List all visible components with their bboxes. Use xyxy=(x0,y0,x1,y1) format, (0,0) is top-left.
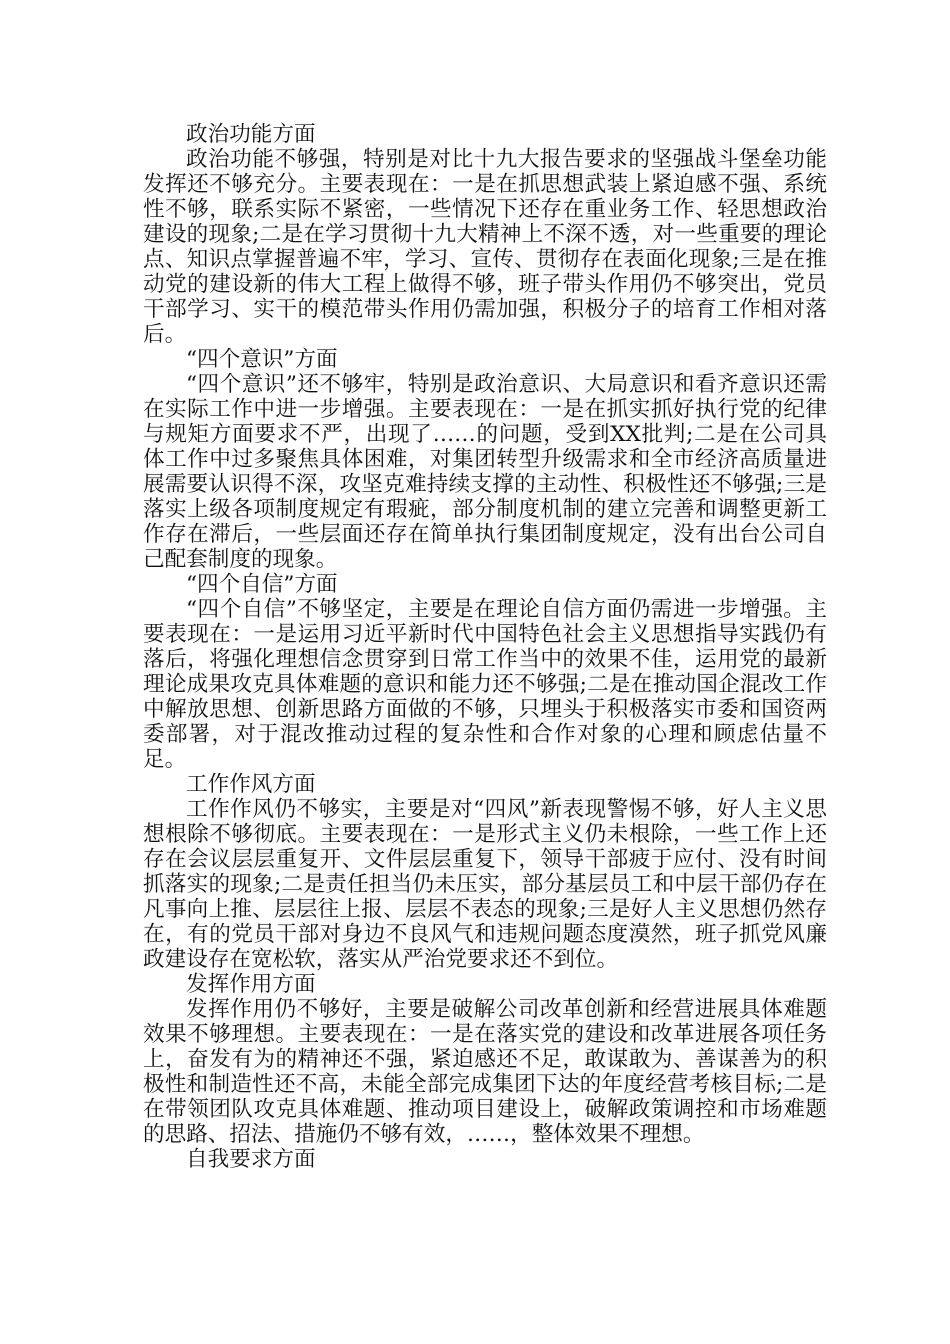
section-body-four-consciousness: “四个意识”还不够牢，特别是政治意识、大局意识和看齐意识还需在实际工作中进一步增强。主要表现在：一是在抓实抓好执行党的纪律与规矩方面要求不严，出现了……的问题，受到XX批判;二是在公司具体工作中过多聚焦具体困难，对集团转型升级需求和全市经济高质量进展需要认识得不深，攻坚克难持续支撑的主动性、积极性还不够强;三是落实上级各项制度规定有瑕疵，部分制度机制的建立完善和调整更新工作存在滞后，一些层面还存在简单执行集团制度规定，没有出台公司自己配套制度的现象。 xyxy=(143,372,827,572)
section-body-political-function: 政治功能不够强，特别是对比十九大报告要求的坚强战斗堡垒功能发挥还不够充分。主要表现在：一是在抓思想武装上紧迫感不强、系统性不够，联系实际不紧密，一些情况下还存在重业务工作、轻思想政治建设的现象;二是在学习贯彻十九大精神上不深不透，对一些重要的理论点、知识点掌握普遍不牢，学习、宣传、贯彻存在表面化现象;三是在推动党的建设新的伟大工程上做得不够，班子带头作用仍不够突出，党员干部学习、实干的模范带头作用仍需加强，积极分子的培育工作相对落后。 xyxy=(143,147,827,347)
section-heading-four-consciousness: “四个意识”方面 xyxy=(186,347,338,372)
section-heading-four-confidence: “四个自信”方面 xyxy=(186,572,338,597)
section-body-work-style: 工作作风仍不够实，主要是对“四风”新表现警惕不够，好人主义思想根除不够彻底。主要表现在：一是形式主义仍未根除，一些工作上还存在会议层层重复开、文件层层重复下，领导干部疲于应付、没有时间抓落实的现象;二是责任担当仍未压实，部分基层员工和中层干部仍存在凡事向上推、层层往上报、层层不表态的现象;三是好人主义思想仍然存在，有的党员干部对身边不良风气和违规问题态度漠然，班子抓党风廉政建设存在宽松软，落实从严治党要求还不到位。 xyxy=(143,797,827,972)
section-body-four-confidence: “四个自信”不够坚定，主要是在理论自信方面仍需进一步增强。主要表现在：一是运用习近平新时代中国特色社会主义思想指导实践仍有落后，将强化理想信念贯穿到日常工作当中的效果不佳，运用党的最新理论成果攻克具体难题的意识和能力还不够强;二是在推动国企混改工作中解放思想、创新思路方面做的不够，只埋头于积极落实市委和国资两委部署，对于混改推动过程的复杂性和合作对象的心理和顾虑估量不足。 xyxy=(143,597,827,772)
document-page xyxy=(143,122,827,1172)
section-heading-political-function: 政治功能方面 xyxy=(186,122,316,147)
section-heading-work-style: 工作作风方面 xyxy=(186,772,316,797)
section-heading-play-role: 发挥作用方面 xyxy=(186,972,316,997)
section-heading-self-requirement: 自我要求方面 xyxy=(186,1147,316,1172)
section-body-play-role: 发挥作用仍不够好，主要是破解公司改革创新和经营进展具体难题效果不够理想。主要表现在：一是在落实党的建设和改革进展各项任务上，奋发有为的精神还不强，紧迫感还不足，敢谋敢为、善谋善为的积极性和制造性还不高，未能全部完成集团下达的年度经营考核目标;二是在带领团队攻克具体难题、推动项目建设上，破解政策调控和市场难题的思路、招法、措施仍不够有效，……，整体效果不理想。 xyxy=(143,997,827,1147)
